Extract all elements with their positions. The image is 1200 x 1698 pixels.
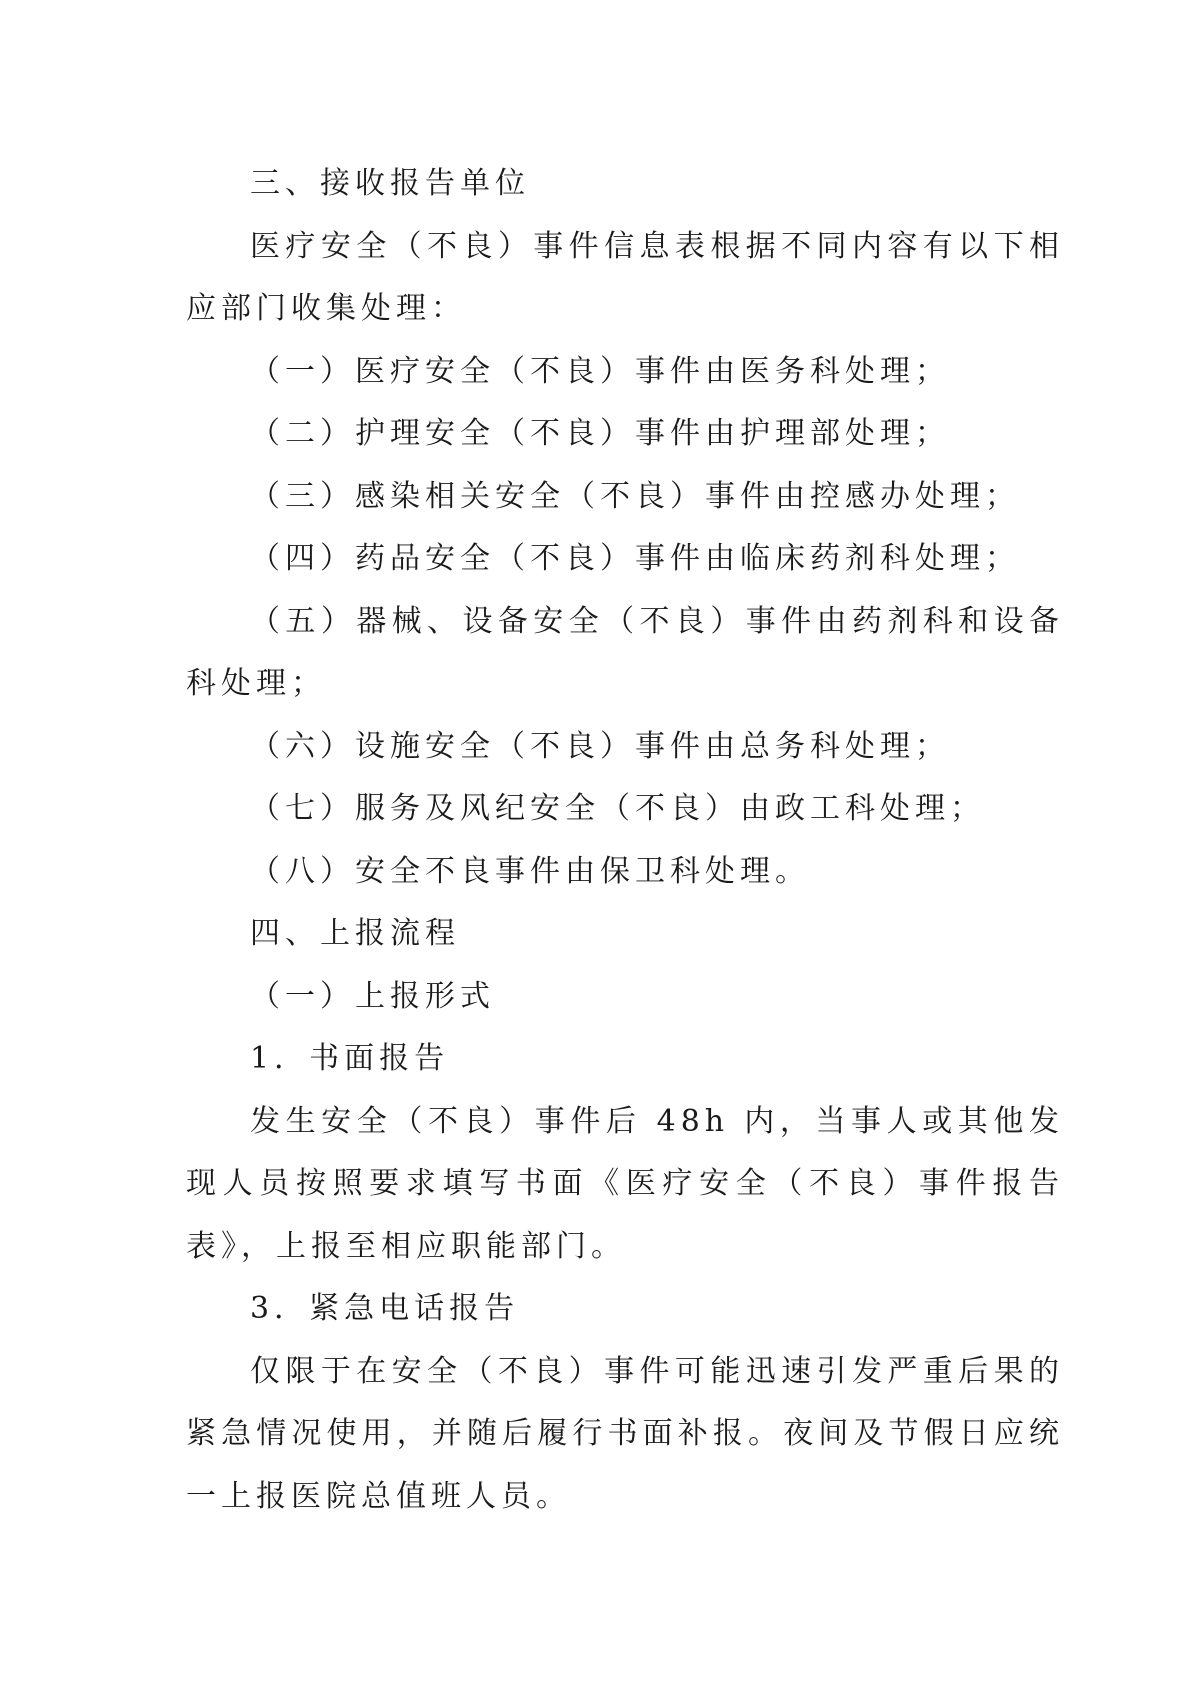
list-item-2: （二）护理安全（不良）事件由护理部处理；: [250, 416, 950, 451]
list-item-3: （三）感染相关安全（不良）事件由控感办处理；: [250, 478, 1020, 514]
list-item-1: （一）医疗安全（不良）事件由医务科处理；: [250, 353, 950, 389]
section-heading-reporting-process: 四、上报流程: [250, 916, 460, 951]
list-item-7: （七）服务及风纪安全（不良）由政工科处理；: [250, 791, 985, 826]
paragraph-written-report: 发生安全（不良）事件后 48h 内，当事人或其他发现人员按照要求填写书面《医疗安全（不良）事件报告表》，上报至相应职能部门。: [186, 1103, 1064, 1264]
list-item-6: （六）设施安全（不良）事件由总务科处理；: [250, 728, 950, 764]
document-body: [186, 153, 1064, 1528]
list-item-8: （八）安全不良事件由保卫科处理。: [250, 853, 810, 889]
subheading-written-report: 1．书面报告: [250, 1041, 450, 1076]
section-heading-receiving-units: 三、接收报告单位: [250, 166, 530, 201]
list-item-5: （五）器械、设备安全（不良）事件由药剂科和设备科处理；: [186, 603, 1064, 701]
list-item-4: （四）药品安全（不良）事件由临床药剂科处理；: [250, 541, 1020, 576]
paragraph-emergency-phone-report: 仅限于在安全（不良）事件可能迅速引发严重后果的紧急情况使用，并随后履行书面补报。夜间及节假日应统一上报医院总值班人员。: [186, 1353, 1064, 1514]
paragraph-intro: 医疗安全（不良）事件信息表根据不同内容有以下相应部门收集处理：: [186, 228, 1064, 326]
subheading-reporting-form: （一）上报形式: [250, 978, 495, 1014]
subheading-emergency-phone-report: 3．紧急电话报告: [250, 1291, 520, 1326]
